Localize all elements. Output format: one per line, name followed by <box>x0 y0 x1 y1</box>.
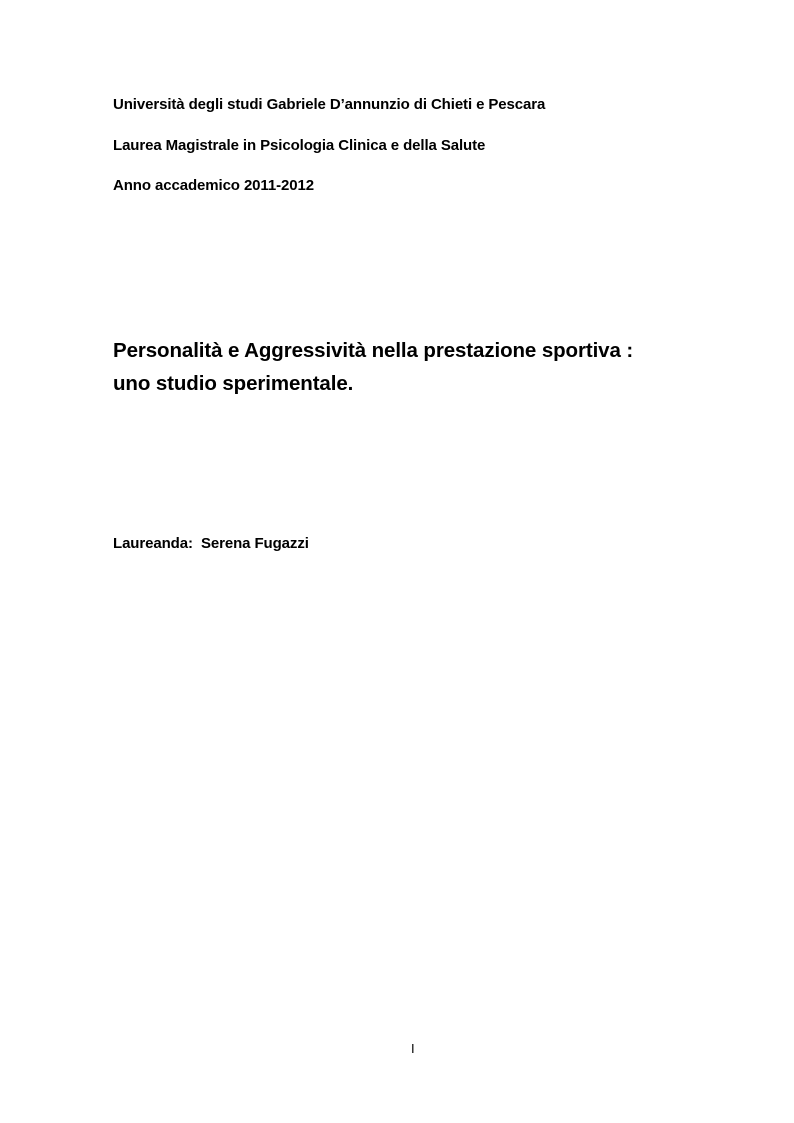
academic-year: Anno accademico 2011-2012 <box>113 177 314 194</box>
thesis-title-line-2: uno studio sperimentale. <box>113 372 354 395</box>
page-number: I <box>411 1041 415 1056</box>
candidate-name: Laureanda: Serena Fugazzi <box>113 535 309 552</box>
degree-name: Laurea Magistrale in Psicologia Clinica e della Salute <box>113 137 486 154</box>
thesis-title-line-1: Personalità e Aggressività nella prestazione sportiva : <box>113 339 634 362</box>
university-name: Università degli studi Gabriele D’annunzio di Chieti e Pescara <box>113 96 546 113</box>
